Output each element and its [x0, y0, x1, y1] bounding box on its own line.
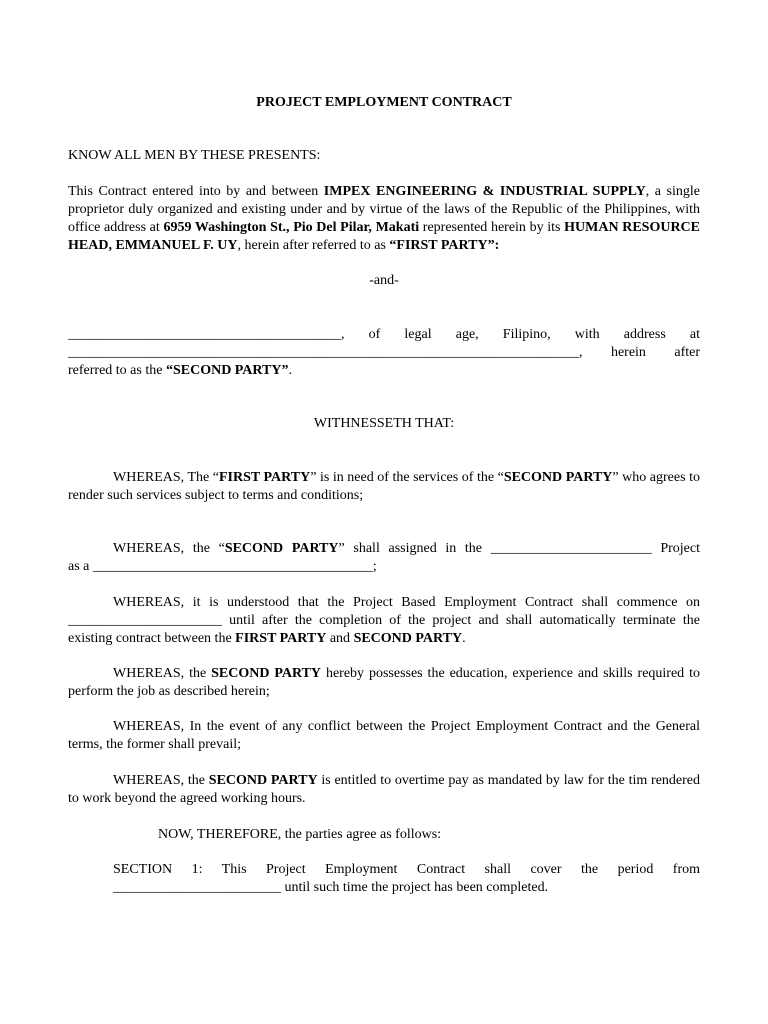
second-party-designation: “SECOND PARTY”	[165, 363, 289, 378]
section-1-line-1: SECTION 1: This Project Employment Contract shall cover the period from	[113, 862, 700, 877]
representative-name: HUMAN RESOURCE HEAD, EMMANUEL F. UY	[68, 220, 701, 253]
opening-line: KNOW ALL MEN BY THESE PRESENTS:	[68, 148, 321, 163]
whereas-clause-5: WHEREAS, In the event of any conflict between the Project Employment Contract and the General terms, the former shall prevail;	[68, 719, 700, 752]
second-party-address-blank: _________________________________________________________________________	[68, 345, 579, 360]
whereas-clause-3-line-1: WHEREAS, it is understood that the Project Based Employment Contract shall commence on	[113, 595, 700, 610]
whereas-clause-3-line-2: ______________________ until after the completion of the project and shall automatically terminate the	[68, 613, 700, 628]
whereas-clause-3-line-3: existing contract between the FIRST PARTY and SECOND PARTY.	[68, 631, 466, 646]
project-name-blank: _______________________	[490, 541, 652, 556]
company-name: IMPEX ENGINEERING & INDUSTRIAL SUPPLY	[323, 184, 646, 199]
document-title: PROJECT EMPLOYMENT CONTRACT	[256, 95, 512, 110]
witnesseth-heading: WITHNESSETH THAT:	[313, 416, 455, 431]
first-party-designation: “FIRST PARTY”:	[389, 238, 500, 253]
second-party-line-1: _______________________________________, of legal age, Filipino, with address at	[68, 327, 700, 342]
position-blank: ________________________________________	[92, 559, 373, 574]
second-party-name-blank: _______________________________________	[68, 327, 341, 342]
and-separator: -and-	[369, 273, 399, 288]
whereas-clause-4: WHEREAS, the SECOND PARTY hereby possesses the education, experience and skills required to perform the job as described herein;	[68, 666, 700, 699]
whereas-clause-2-line-1: WHEREAS, the “SECOND PARTY” shall assigned in the _______________________ Project	[113, 541, 701, 556]
section-1-line-2: ________________________ until such time the project has been completed.	[113, 880, 549, 895]
office-address: 6959 Washington St., Pio Del Pilar, Makati	[163, 220, 420, 235]
second-party-line-2: _________________________________________________________________________, herein after	[68, 345, 700, 360]
now-therefore-line: NOW, THEREFORE, the parties agree as follows:	[158, 827, 442, 842]
commencement-date-blank: ______________________	[68, 613, 222, 628]
whereas-clause-1: WHEREAS, The “FIRST PARTY” is in need of the services of the “SECOND PARTY” who agrees to render such services subject to terms and conditions;	[68, 470, 700, 503]
second-party-line-3: referred to as the “SECOND PARTY”.	[68, 363, 292, 378]
first-party-paragraph: This Contract entered into by and between IMPEX ENGINEERING & INDUSTRIAL SUPPLY, a single proprietor duly organized and existing under and by virtue of the laws of the Republic of the Philippines, with office address at 6959 Washington St., Pio Del Pilar, Makati represented herein by its HUMAN RESOURCE HEAD, EMMANUEL F. UY, herein after referred to as “FIRST PARTY”:	[68, 184, 701, 253]
period-blank: ________________________	[113, 880, 281, 895]
whereas-clause-2-line-2: as a ________________________________________;	[68, 559, 377, 574]
whereas-clause-6: WHEREAS, the SECOND PARTY is entitled to overtime pay as mandated by law for the tim rendered to work beyond the agreed working hours.	[68, 773, 701, 806]
